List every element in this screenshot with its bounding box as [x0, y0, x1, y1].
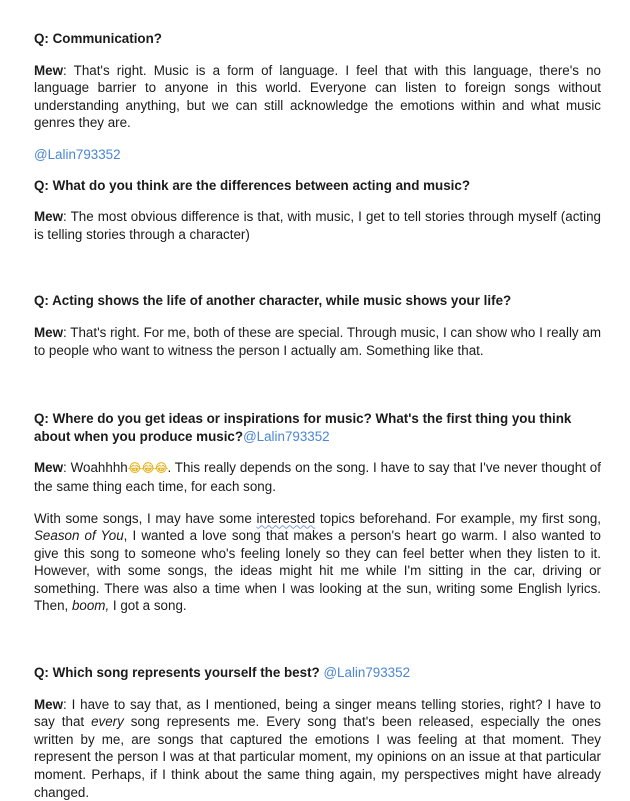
- answer-inspiration: [34, 459, 601, 495]
- emphasis-text: every: [91, 714, 124, 730]
- answer-text: I got a song.: [109, 598, 187, 614]
- mention-link[interactable]: @Lalin793352: [243, 428, 330, 444]
- question-text: Q: Which song represents yourself the best?: [34, 665, 320, 681]
- answer-inspiration-continued: [34, 510, 601, 616]
- speaker-name: Mew: [34, 324, 64, 340]
- spellcheck-word[interactable]: interested: [256, 510, 316, 526]
- question-text: Q: Where do you get ideas or inspirations for music? What's the first thing you think about when you produce music?: [34, 411, 572, 444]
- song-title: Season of You: [34, 528, 124, 544]
- mention-link[interactable]: @Lalin793352: [323, 665, 411, 681]
- answer-text: : That's right. For me, both of these are special. Through music, I can show who I really am to people who want to witness the person I actually am. Something like that.: [34, 324, 601, 358]
- mention-link[interactable]: @Lalin793352: [34, 146, 121, 162]
- answer-text: , I wanted a love song that makes a person's heart go warm. I also wanted to give this song to someone who's feeling lonely so they can feel better when they listen to it. However, with some songs, the ideas might hit me while I'm sitting in the car, driving or something. There was also a time when I was looking at the sun, writing some English lyrics. Then,: [34, 528, 601, 614]
- answer-text: . This really depends on the song. I have to say that I've never thought of the same thing each time, for each song.: [34, 460, 601, 494]
- answer-best-song: [34, 696, 601, 801]
- question-life-of-character: Q: Acting shows the life of another character, while music shows your life?: [34, 293, 512, 309]
- answer-text: With some songs, I may have some: [34, 510, 257, 526]
- question-communication: Q: Communication?: [34, 31, 162, 46]
- spacer: [34, 629, 601, 664]
- speaker-name: Mew: [34, 460, 64, 476]
- answer-text: song represents me. Every song that's been released, especially the ones written by me, are songs that captured the emotions I was feeling at that moment. They represent the person I was at that particular moment, my opinions on an issue at that particular moment. Perhaps, if I think about the same thing again, my perspectives might have already changed.: [34, 714, 601, 800]
- emphasis-text: boom,: [71, 598, 110, 614]
- question-inspiration: [34, 410, 601, 445]
- laughing-emoji-icon: 😂😂😂: [127, 461, 168, 476]
- answer-text: : That's right. Music is a form of language. I feel that with this language, there's no language barrier to anyone in this world. Everyone can listen to foreign songs without understanding anything, but we can still acknowledge the emotions within and what music genres they are.: [34, 62, 601, 131]
- answer-text: topics beforehand. For example, my first song,: [315, 510, 601, 526]
- speaker-name: Mew: [34, 209, 64, 225]
- answer-life-of-character: [34, 324, 601, 359]
- answer-text: : The most obvious difference is that, with music, I get to tell stories through myself (acting is telling stories through a character): [34, 209, 601, 242]
- question-acting-vs-music: Q: What do you think are the differences between acting and music?: [34, 177, 471, 193]
- question-best-song: [34, 664, 601, 682]
- answer-text: : Woahhhh: [63, 460, 128, 476]
- speaker-name: Mew: [34, 62, 64, 78]
- answer-acting-vs-music: [34, 208, 601, 243]
- answer-text: : I have to say that, as I mentioned, being a singer means telling stories, right? I have to say that: [34, 696, 601, 730]
- speaker-name: Mew: [34, 696, 64, 712]
- document-body: [34, 30, 601, 801]
- spacer: [34, 373, 601, 410]
- spacer: [34, 257, 601, 292]
- answer-communication: [34, 62, 601, 132]
